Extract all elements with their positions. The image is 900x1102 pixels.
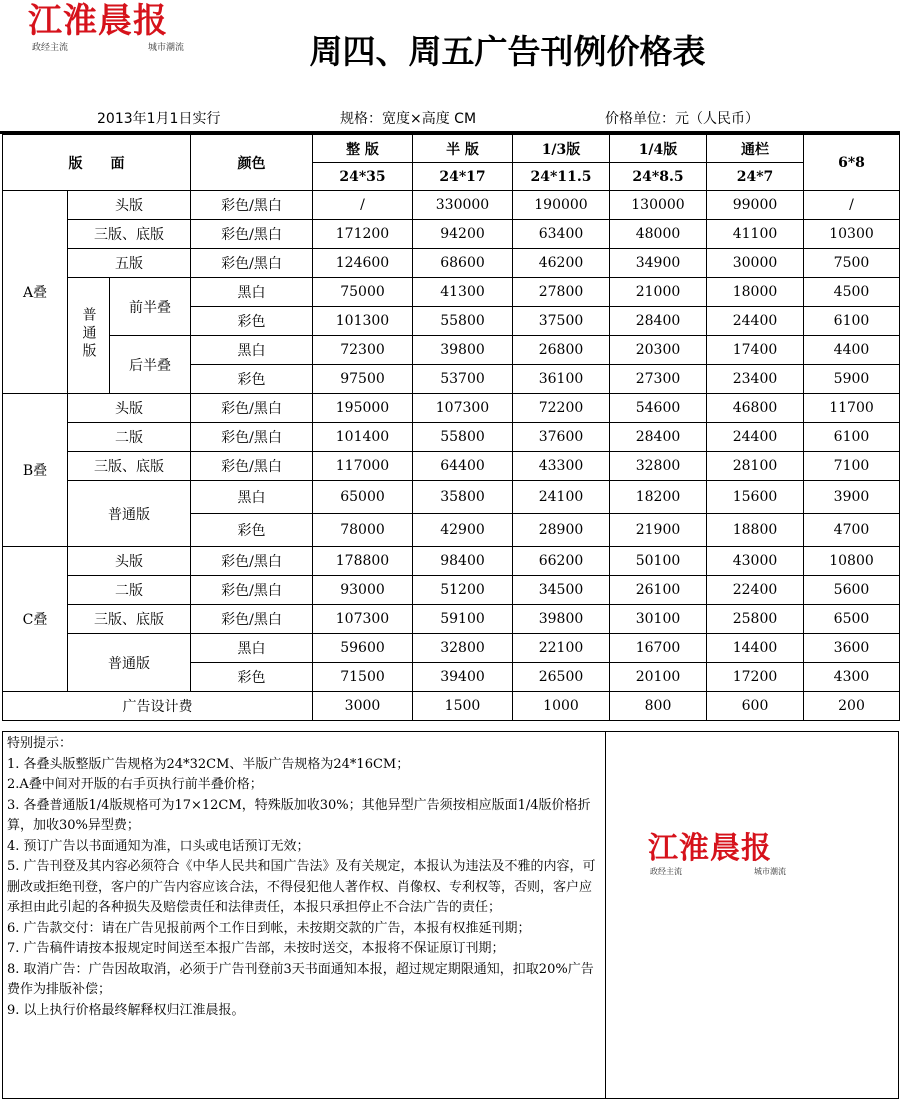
design-fee-label: 广告设计费	[3, 692, 313, 721]
logo-tagline	[648, 866, 788, 877]
table-row	[3, 692, 900, 721]
price-value: 24400	[707, 423, 804, 452]
price-value: 53700	[413, 365, 513, 394]
price-value: 41100	[707, 220, 804, 249]
price-value: 42900	[413, 514, 513, 547]
table-row	[3, 278, 900, 307]
note-item: 3. 各叠普通版1/4版规格可为17×12CM，特殊版加收30%；其他异型广告须按相应版面1/4版价格折算，加收30%异型费；	[7, 797, 591, 833]
header-size-name: 1/4版	[610, 135, 707, 163]
price-value: 32800	[413, 634, 513, 663]
price-value: 54600	[610, 394, 707, 423]
price-value: 55800	[413, 307, 513, 336]
note-item: 9. 以上执行价格最终解释权归江淮晨报。	[7, 1002, 245, 1018]
price-value: 30100	[610, 605, 707, 634]
price-value: 21000	[610, 278, 707, 307]
header-size-name: 1/3版	[513, 135, 610, 163]
group-label: A叠	[3, 191, 68, 394]
price-value: 65000	[313, 481, 413, 514]
color-label: 黑白	[191, 336, 313, 365]
price-value: 46200	[513, 249, 610, 278]
half-label: 后半叠	[110, 336, 191, 394]
price-value: 600	[707, 692, 804, 721]
page-label: 三版、底版	[68, 605, 191, 634]
logo-tag-right: 城市潮流	[147, 43, 184, 53]
price-value: 22400	[707, 576, 804, 605]
header-size-dim: 24*35	[313, 163, 413, 191]
table-row	[3, 220, 900, 249]
price-value: 7500	[804, 249, 900, 278]
price-value: 101400	[313, 423, 413, 452]
price-value: 7100	[804, 452, 900, 481]
header-size-dim: 24*11.5	[513, 163, 610, 191]
price-value: 22100	[513, 634, 610, 663]
note-item: 2.A叠中间对开版的右手页执行前半叠价格；	[7, 777, 263, 792]
price-value: 5600	[804, 576, 900, 605]
header-size-dim: 24*7	[707, 163, 804, 191]
color-label: 彩色/黑白	[191, 452, 313, 481]
color-label: 彩色	[191, 365, 313, 394]
price-value: 99000	[707, 191, 804, 220]
page-label: 五版	[68, 249, 191, 278]
header-size-dim: 24*17	[413, 163, 513, 191]
price-value: 17400	[707, 336, 804, 365]
page-label: 二版	[68, 423, 191, 452]
price-value: 17200	[707, 663, 804, 692]
price-value: 72300	[313, 336, 413, 365]
price-value: 124600	[313, 249, 413, 278]
color-label: 黑白	[191, 278, 313, 307]
price-value: 66200	[513, 547, 610, 576]
price-value: 101300	[313, 307, 413, 336]
price-value: 18000	[707, 278, 804, 307]
color-label: 彩色/黑白	[191, 394, 313, 423]
price-value: 64400	[413, 452, 513, 481]
price-value: 93000	[313, 576, 413, 605]
color-label: 彩色	[191, 514, 313, 547]
price-value: 43000	[707, 547, 804, 576]
price-value: 27300	[610, 365, 707, 394]
table-row	[3, 481, 900, 514]
color-label: 彩色	[191, 663, 313, 692]
color-label: 彩色/黑白	[191, 423, 313, 452]
price-value: 10300	[804, 220, 900, 249]
header-size-name: 整 版	[313, 135, 413, 163]
vertical-label: 普通版	[80, 306, 97, 361]
price-value: 78000	[313, 514, 413, 547]
price-value: 1000	[513, 692, 610, 721]
price-value: 195000	[313, 394, 413, 423]
price-value: 178800	[313, 547, 413, 576]
price-value: 4300	[804, 663, 900, 692]
price-table	[2, 134, 900, 721]
table-row	[3, 634, 900, 663]
color-label: 彩色/黑白	[191, 605, 313, 634]
price-value: 6500	[804, 605, 900, 634]
group-label: B叠	[3, 394, 68, 547]
table-row	[3, 576, 900, 605]
price-value: 59600	[313, 634, 413, 663]
price-value: /	[804, 191, 900, 220]
page-label: 普通版	[68, 634, 191, 692]
price-value: 18800	[707, 514, 804, 547]
table-row	[3, 605, 900, 634]
price-value: 11700	[804, 394, 900, 423]
color-label: 彩色/黑白	[191, 576, 313, 605]
price-value: 26500	[513, 663, 610, 692]
price-value: 37500	[513, 307, 610, 336]
table-row	[3, 336, 900, 365]
price-value: 37600	[513, 423, 610, 452]
price-value: 107300	[413, 394, 513, 423]
table-row	[3, 249, 900, 278]
price-value: 1500	[413, 692, 513, 721]
price-value: 46800	[707, 394, 804, 423]
header-size-dim: 24*8.5	[610, 163, 707, 191]
price-value: 39800	[513, 605, 610, 634]
logo-tag-left: 政经主流	[650, 867, 682, 876]
page-label: 三版、底版	[68, 452, 191, 481]
table-row	[3, 191, 900, 220]
price-value: 71500	[313, 663, 413, 692]
price-value: 51200	[413, 576, 513, 605]
price-value: 30000	[707, 249, 804, 278]
header-color: 颜色	[191, 135, 313, 191]
note-item: 4. 预订广告以书面通知为准，口头或电话预订无效；	[7, 838, 310, 854]
color-label: 黑白	[191, 481, 313, 514]
page-title: 周四、周五广告刊例价格表	[309, 32, 706, 71]
table-row	[3, 547, 900, 576]
half-label: 前半叠	[110, 278, 191, 336]
price-value: 200	[804, 692, 900, 721]
page-label: 二版	[68, 576, 191, 605]
price-value: 15600	[707, 481, 804, 514]
price-value: 21900	[610, 514, 707, 547]
price-value: 4400	[804, 336, 900, 365]
price-value: 28100	[707, 452, 804, 481]
price-value: 20300	[610, 336, 707, 365]
price-value: 28900	[513, 514, 610, 547]
price-value: 39400	[413, 663, 513, 692]
price-value: 25800	[707, 605, 804, 634]
price-value: 35800	[413, 481, 513, 514]
price-value: 330000	[413, 191, 513, 220]
price-value: 24100	[513, 481, 610, 514]
price-value: 34900	[610, 249, 707, 278]
price-value: 130000	[610, 191, 707, 220]
price-value: 27800	[513, 278, 610, 307]
note-item: 5. 广告刊登及其内容必须符合《中华人民共和国广告法》及有关规定，本报认为违法及不雅的内容，可删改或拒绝刊登，客户的广告内容应该合法，不得侵犯他人著作权、肖像权、专利权等，否则，客户应承担由此引起的各种损失及赔偿责任和法律责任，本报只承担停止不合法广告的责任；	[7, 859, 596, 915]
note-item: 7. 广告稿件请按本报规定时间送至本报广告部，未按时送交，本报将不保证原订刊期；	[7, 941, 505, 956]
page-label: 头版	[68, 394, 191, 423]
price-value: 39800	[413, 336, 513, 365]
price-value: 107300	[313, 605, 413, 634]
price-value: 28400	[610, 423, 707, 452]
price-value: 50100	[610, 547, 707, 576]
price-value: 68600	[413, 249, 513, 278]
price-value: 800	[610, 692, 707, 721]
page-label: 普通版	[68, 481, 191, 547]
price-value: 43300	[513, 452, 610, 481]
price-value: 4700	[804, 514, 900, 547]
price-value: 14400	[707, 634, 804, 663]
note-item: 特别提示：	[7, 736, 73, 751]
price-value: 3600	[804, 634, 900, 663]
special-notes	[2, 731, 606, 1099]
price-value: 3900	[804, 481, 900, 514]
price-value: 26800	[513, 336, 610, 365]
note-item: 6. 广告款交付：请在广告见报前两个工作日到帐，未按期交款的广告，本报有权推延刊期；	[7, 920, 531, 936]
header-section: 版 面	[3, 135, 191, 191]
table-row	[3, 423, 900, 452]
price-value: 26100	[610, 576, 707, 605]
color-label: 彩色/黑白	[191, 191, 313, 220]
price-value: 72200	[513, 394, 610, 423]
color-label: 彩色/黑白	[191, 547, 313, 576]
header-extra: 6*8	[804, 135, 900, 191]
price-value: 20100	[610, 663, 707, 692]
price-value: 16700	[610, 634, 707, 663]
spec-note: 规格：宽度×高度 CM	[340, 111, 477, 127]
group-label: C叠	[3, 547, 68, 692]
price-value: 24400	[707, 307, 804, 336]
price-value: 190000	[513, 191, 610, 220]
price-value: 48000	[610, 220, 707, 249]
note-item: 1. 各叠头版整版广告规格为24*32CM、半版广告规格为24*16CM；	[7, 756, 410, 772]
price-value: 117000	[313, 452, 413, 481]
color-label: 彩色/黑白	[191, 220, 313, 249]
table-row	[3, 394, 900, 423]
price-value: 98400	[413, 547, 513, 576]
logo-panel	[606, 731, 899, 1099]
price-value: 75000	[313, 278, 413, 307]
price-value: 36100	[513, 365, 610, 394]
page-label: 头版	[68, 547, 191, 576]
logo-name: 江淮晨报	[648, 831, 772, 866]
price-value: 55800	[413, 423, 513, 452]
price-value: 4500	[804, 278, 900, 307]
price-value: 59100	[413, 605, 513, 634]
color-label: 黑白	[191, 634, 313, 663]
price-value: 32800	[610, 452, 707, 481]
subgroup-label	[68, 278, 110, 394]
price-value: 63400	[513, 220, 610, 249]
table-row	[3, 452, 900, 481]
price-value: 34500	[513, 576, 610, 605]
page-label: 三版、底版	[68, 220, 191, 249]
price-value: 94200	[413, 220, 513, 249]
logo-tag-left: 政经主流	[32, 43, 69, 53]
header-size-name: 通栏	[707, 135, 804, 163]
effective-date: 2013年1月1日实行	[97, 111, 221, 127]
brand-logo	[648, 832, 788, 877]
price-value: 97500	[313, 365, 413, 394]
price-value: 10800	[804, 547, 900, 576]
color-label: 彩色/黑白	[191, 249, 313, 278]
price-value: 18200	[610, 481, 707, 514]
price-value: 3000	[313, 692, 413, 721]
page-label: 头版	[68, 191, 191, 220]
price-value: 5900	[804, 365, 900, 394]
price-unit: 价格单位：元（人民币）	[605, 111, 759, 127]
color-label: 彩色	[191, 307, 313, 336]
header-size-name: 半 版	[413, 135, 513, 163]
note-item: 8. 取消广告：广告因故取消，必须于广告刊登前3天书面通知本报，超过规定期限通知，扣取20%广告费作为排版补偿；	[7, 961, 594, 997]
price-value: 23400	[707, 365, 804, 394]
price-value: /	[313, 191, 413, 220]
price-value: 6100	[804, 423, 900, 452]
logo-name: 江淮晨报	[28, 1, 168, 41]
price-value: 6100	[804, 307, 900, 336]
price-value: 171200	[313, 220, 413, 249]
logo-tag-right: 城市潮流	[754, 867, 786, 876]
price-value: 41300	[413, 278, 513, 307]
price-value: 28400	[610, 307, 707, 336]
